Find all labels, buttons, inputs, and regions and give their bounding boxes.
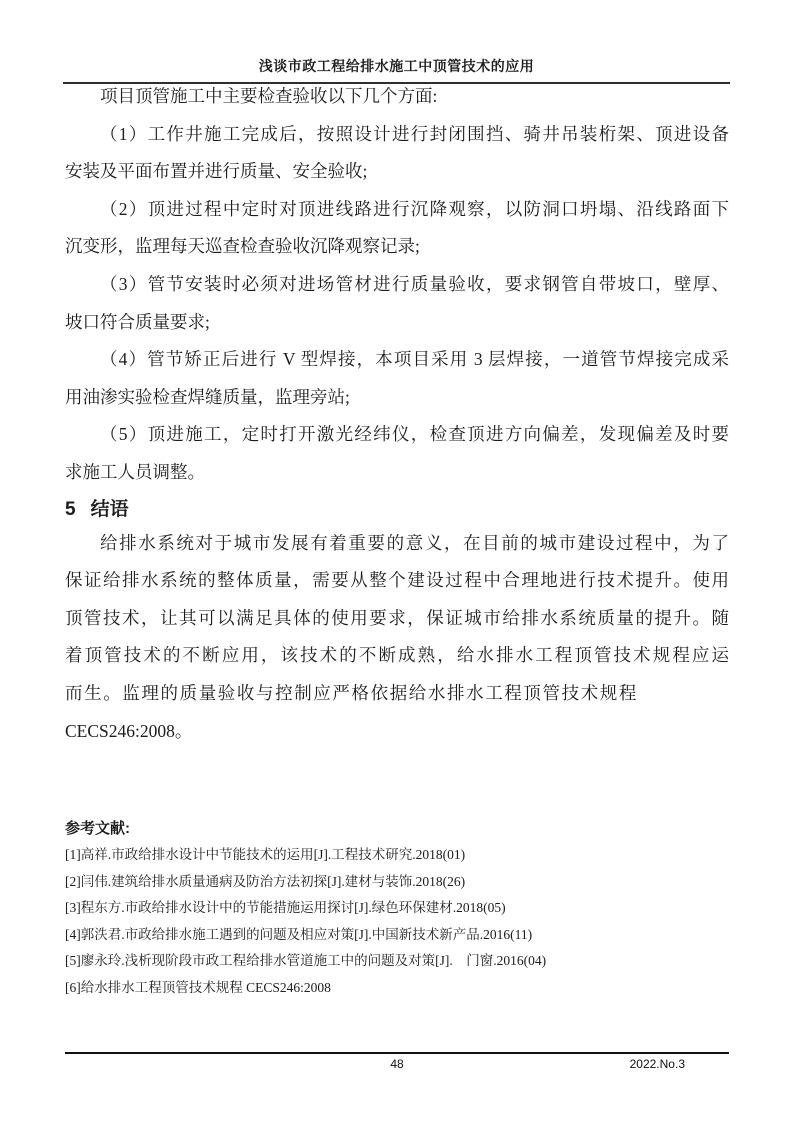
text-line: CECS246:2008。 (65, 720, 193, 741)
text-line: （3）管节安装时必须对进场管材进行质量验收，要求钢管自带坡口，壁厚、 (100, 273, 729, 294)
references-heading: 参考文献: (65, 820, 130, 838)
text-line: 保证给排水系统的整体质量，需要从整个建设过程中合理地进行技术提升。使用 (65, 570, 729, 591)
text-line: （2）顶进过程中定时对顶进线路进行沉降观察，以防洞口坍塌、沿线路面下 (100, 198, 729, 219)
text-line: [3]程东方.市政给排水设计中的节能措施运用探讨[J].绿色环保建材.2018(05) (65, 900, 506, 916)
page-footer (65, 1052, 729, 1084)
text-line: 项目顶管施工中主要检查验收以下几个方面: (100, 86, 438, 106)
text-line: [5]廖永玲.浅析现阶段市政工程给排水管道施工中的问题及对策[J]. 门窗.2016(04) (65, 953, 547, 969)
text-line: [6]给水排水工程顶管技术规程 CECS246:2008 (65, 979, 331, 995)
text-line: 用油渗实验检查焊缝质量，监理旁站; (65, 386, 350, 407)
section-number: 5 (65, 498, 76, 520)
text-line: 沉变形，监理每天巡查检查验收沉降观察记录; (65, 236, 420, 257)
text-line: （5）顶进施工，定时打开激光经纬仪，检查顶进方向偏差，发现偏差及时要 (100, 424, 729, 445)
text-line: 求施工人员调整。 (65, 461, 205, 482)
page-number: 48 (390, 1057, 404, 1071)
checklist-paragraphs (65, 78, 729, 492)
page-header (63, 0, 730, 84)
text-line: 坡口符合质量要求; (65, 311, 210, 332)
text-line: 着顶管技术的不断应用，该技术的不断成熟，给水排水工程顶管技术规程应运 (65, 645, 729, 666)
section-heading (65, 495, 729, 525)
text-line: （4）管节矫正后进行 V 型焊接，本项目采用 3 层焊接，一道管节焊接完成采 (100, 349, 729, 370)
text-line: 而生。监理的质量验收与控制应严格依据给水排水工程顶管技术规程 (65, 682, 638, 703)
references-list (65, 842, 729, 1001)
article-body (65, 78, 729, 1001)
text-line: 给排水系统对于城市发展有着重要的意义，在目前的城市建设过程中，为了 (100, 532, 729, 553)
issue-label: 2022.No.3 (629, 1057, 685, 1071)
section-title: 结语 (90, 498, 129, 520)
text-line: [1]高祥.市政给排水设计中节能技术的运用[J].工程技术研究.2018(01) (65, 847, 466, 863)
text-line: 顶管技术，让其可以满足具体的使用要求，保证城市给排水系统质量的提升。随 (65, 607, 729, 628)
text-line: [4]郭泆君.市政给排水施工遇到的问题及相应对策[J].中国新技术新产品.2016(11) (65, 926, 533, 942)
text-line: （1）工作井施工完成后，按照设计进行封闭围挡、骑井吊装桁架、顶进设备 (100, 123, 729, 144)
running-title: 浅谈市政工程给排水施工中顶管技术的应用 (258, 58, 535, 74)
conclusion-paragraph (65, 525, 729, 751)
text-line: [2]闫伟.建筑给排水质量通病及防治方法初探[J].建材与装饰.2018(26) (65, 873, 466, 889)
references-section (65, 816, 729, 1001)
text-line: 安装及平面布置并进行质量、安全验收; (65, 161, 368, 182)
